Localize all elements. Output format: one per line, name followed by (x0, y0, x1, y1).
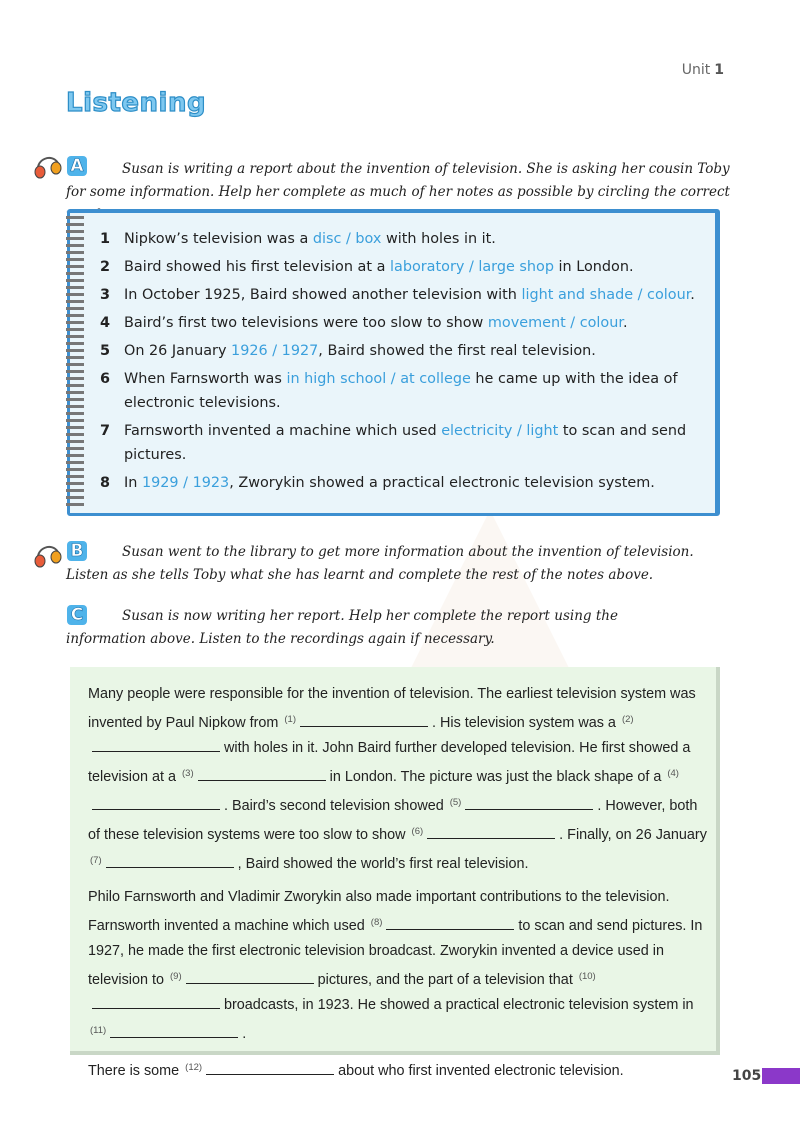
note-number: 8 (100, 475, 111, 491)
note-number: 7 (100, 423, 111, 439)
answer-blank[interactable] (92, 797, 220, 810)
spiral-ring (66, 328, 84, 331)
spiral-ring (66, 384, 84, 387)
spiral-ring (66, 300, 84, 303)
note-number: 6 (100, 371, 111, 387)
answer-blank[interactable] (465, 797, 593, 810)
spiral-ring (66, 258, 84, 261)
note-item (100, 339, 710, 363)
task-a-instruction: Susan is writing a report about the invention of television. She is asking her cousin Toby for some information. Help her complete as much of her notes as possible by circling the correct (66, 161, 730, 200)
note-number: 3 (100, 287, 111, 303)
note-number: 2 (100, 259, 111, 275)
headphones-icon (32, 542, 66, 568)
spiral-ring (66, 412, 84, 415)
answer-blank[interactable] (106, 855, 234, 868)
spiral-ring (66, 286, 84, 289)
note-item (100, 227, 710, 251)
spiral-ring (66, 230, 84, 233)
answer-blank[interactable] (186, 971, 314, 984)
answer-blank[interactable] (110, 1025, 238, 1038)
task-b-instruction: Susan went to the library to get more information about the invention of television. Listen as she tells Toby what she has learnt and complete the rest of the notes above. (66, 544, 694, 583)
unit-label: Unit 1 (681, 62, 724, 78)
note-text-end: , Baird showed the first real television. (318, 343, 596, 359)
spiral-ring (66, 482, 84, 485)
note-text: Baird showed his first television at a (124, 259, 390, 275)
spiral-ring (66, 391, 84, 394)
task-b-badge: B (67, 541, 87, 561)
unit-number: 1 (714, 62, 724, 78)
spiral-binding (64, 214, 86, 506)
spiral-ring (66, 419, 84, 422)
note-text: On 26 January (124, 343, 232, 359)
note-item (100, 419, 710, 467)
spiral-ring (66, 405, 84, 408)
note-text-end: he came up with the idea of electronic televisions. (124, 371, 678, 411)
note-options[interactable]: electricity / light (441, 423, 559, 439)
note-text: When Farnsworth was (124, 371, 287, 387)
note-item (100, 311, 710, 335)
note-text-end: with holes in it. (381, 231, 496, 247)
report-paragraph: There is some $^{(12)}$ about who first invented electronic television. (88, 1062, 624, 1079)
spiral-ring (66, 440, 84, 443)
report-paragraph: Philo Farnsworth and Vladimir Zworykin also made important contributions to the television. Farnsworth invented a machine which used $^{(8)}$ to scan and send pictures. In 1927, he made the first electronic television broadcast. Zworykin invented a device used in television to $^{(9)}$ pictures, and the part of a television that $^{(10)}$broadcasts, in 1923. He showed a practical electronic television system in $^{(11)}$ . (88, 889, 703, 1042)
note-number: 1 (100, 231, 111, 247)
spiral-ring (66, 489, 84, 492)
note-text: Farnsworth invented a machine which used (124, 423, 442, 439)
spiral-ring (66, 468, 84, 471)
section-title: Listening (66, 88, 207, 118)
spiral-ring (66, 216, 84, 219)
spiral-ring (66, 342, 84, 345)
note-text-end: . (690, 287, 695, 303)
spiral-ring (66, 475, 84, 478)
note-options[interactable]: 1926 / 1927 (231, 343, 319, 359)
note-options[interactable]: movement / colour (487, 315, 623, 331)
note-item (100, 471, 710, 495)
spiral-ring (66, 356, 84, 359)
task-a-badge: A (67, 156, 87, 176)
note-options[interactable]: light and shade / colour (521, 287, 691, 303)
spiral-ring (66, 272, 84, 275)
spiral-ring (66, 279, 84, 282)
answer-blank[interactable] (92, 739, 220, 752)
spiral-ring (66, 265, 84, 268)
note-number: 4 (100, 315, 111, 331)
spiral-ring (66, 251, 84, 254)
note-text: In (124, 475, 142, 491)
page-tab-bar (762, 1068, 800, 1084)
spiral-ring (66, 244, 84, 247)
report-paragraph: Many people were responsible for the invention of television. The earliest television system was invented by Paul Nipkow from $^{(1)}$ . His television system was a $^{(2)}$with holes in it. John Baird further developed television. He first showed a television at a $^{(3)}$ in London. The picture was just the black shape of a $^{(4)}$. Baird’s second television showed $^{(5)}$ . However, both of these television systems were too slow to show $^{(6)}$ . Finally, on 26 January $^{(7)}$ , Baird showed the world’s first real television. (88, 686, 707, 872)
spiral-ring (66, 377, 84, 380)
note-options[interactable]: disc / box (312, 231, 382, 247)
spiral-ring (66, 335, 84, 338)
spiral-ring (66, 307, 84, 310)
note-number: 5 (100, 343, 111, 359)
note-options[interactable]: in high school / at college (286, 371, 471, 387)
spiral-ring (66, 363, 84, 366)
task-c-instruction: Susan is now writing her report. Help her complete the report using the information above. Listen to the recordings again if necessary. (66, 608, 618, 647)
page-number: 105 (732, 1068, 762, 1084)
spiral-ring (66, 433, 84, 436)
spiral-ring (66, 321, 84, 324)
spiral-ring (66, 461, 84, 464)
spiral-ring (66, 503, 84, 506)
answer-blank[interactable] (206, 1062, 334, 1075)
spiral-ring (66, 370, 84, 373)
spiral-ring (66, 398, 84, 401)
answer-blank[interactable] (300, 714, 428, 727)
note-text-end: . (622, 315, 628, 331)
note-text: Baird’s first two televisions were too slow to show (124, 315, 488, 331)
spiral-ring (66, 496, 84, 499)
note-text: In October 1925, Baird showed another television with (124, 287, 522, 303)
spiral-ring (66, 447, 84, 450)
note-options[interactable]: 1929 / 1923 (141, 475, 230, 491)
note-text-end: to scan and send pictures. (124, 423, 687, 463)
answer-blank[interactable] (198, 768, 326, 781)
task-c-badge: C (67, 605, 87, 625)
note-item (100, 255, 710, 279)
answer-blank[interactable] (92, 996, 220, 1009)
spiral-ring (66, 426, 84, 429)
note-text-end: , Zworykin showed a practical electronic television system. (229, 475, 655, 491)
note-text: Nipkow’s television was a (124, 231, 313, 247)
spiral-ring (66, 349, 84, 352)
note-options[interactable]: laboratory / large shop (390, 259, 554, 275)
note-text-end: in London. (553, 259, 634, 275)
report-text (88, 682, 710, 1092)
headphones-icon (32, 153, 66, 179)
answer-blank[interactable] (386, 917, 514, 930)
spiral-ring (66, 223, 84, 226)
spiral-ring (66, 237, 84, 240)
note-item (100, 367, 710, 415)
spiral-ring (66, 293, 84, 296)
spiral-ring (66, 314, 84, 317)
answer-blank[interactable] (427, 826, 555, 839)
spiral-ring (66, 454, 84, 457)
notes-list (100, 227, 710, 499)
note-item (100, 283, 710, 307)
